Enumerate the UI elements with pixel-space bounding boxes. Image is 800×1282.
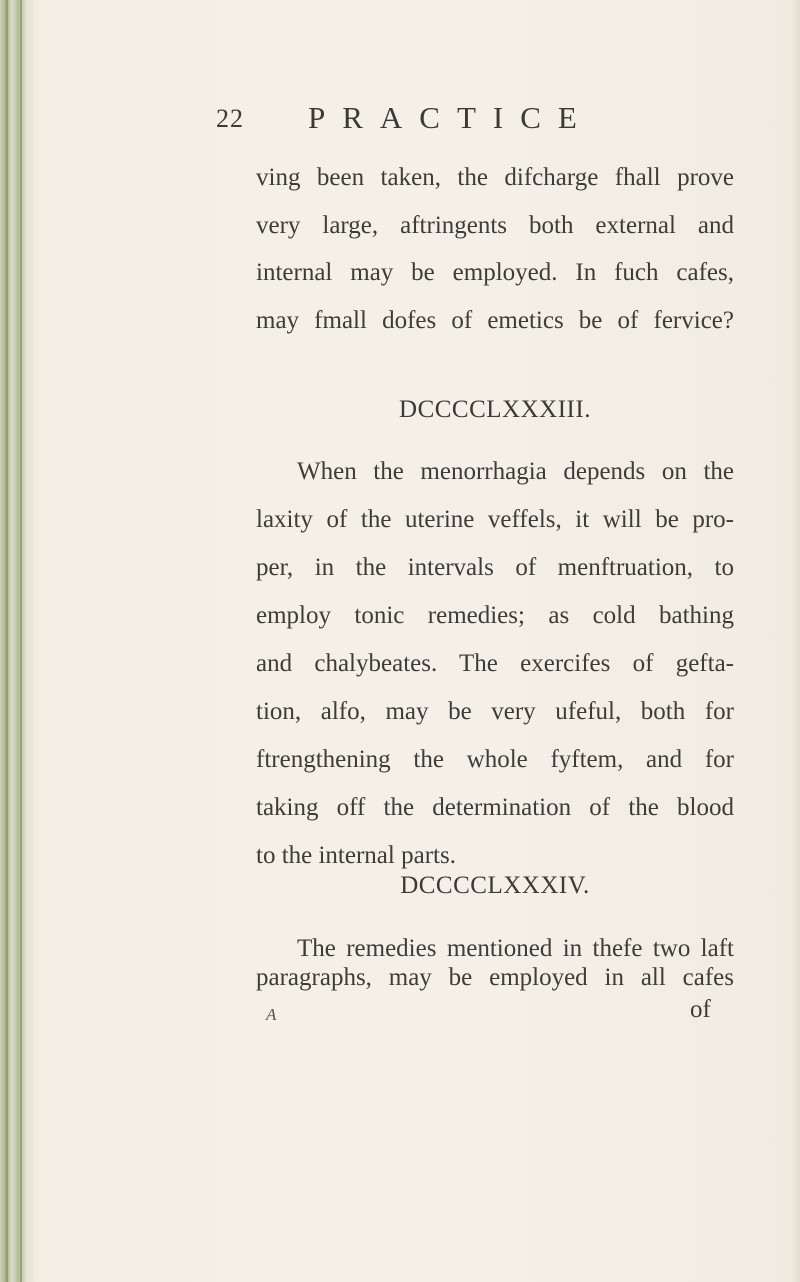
running-head: PRACTICE: [308, 100, 594, 135]
section-heading: DCCCCLXXXIV.: [400, 872, 590, 899]
text-line: internal may be employed. In fuch cafes,: [256, 259, 734, 286]
text-line: paragraphs, may be employed in all cafes: [256, 964, 734, 991]
text-line: to the internal parts.: [256, 842, 456, 869]
page-edge: [792, 0, 800, 1282]
text-line: laxity of the uterine veffels, it will be pro-: [256, 506, 734, 533]
text-line: per, in the intervals of menftruation, to: [256, 554, 734, 581]
text-line: tion, alfo, may be very ufeful, both for: [256, 698, 734, 725]
text-line: and chalybeates. The exercifes of gefta-: [256, 650, 734, 677]
page-number: 22: [216, 104, 244, 133]
text-line: very large, aftringents both external and: [256, 212, 734, 239]
text-line: When the menorrhagia depends on the: [297, 458, 734, 485]
catchword: of: [690, 996, 711, 1023]
section-heading: DCCCCLXXXIII.: [399, 396, 591, 423]
text-line: taking off the determination of the blood: [256, 794, 734, 821]
text-line: may fmall dofes of emetics be of fervice?: [256, 307, 734, 334]
text-line: ftrengthening the whole fyftem, and for: [256, 746, 734, 773]
spine-crease: [20, 0, 22, 1282]
signature-mark: A: [266, 1005, 277, 1024]
text-line: employ tonic remedies; as cold bathing: [256, 602, 734, 629]
spine-crease: [6, 0, 8, 1282]
page-header: [216, 100, 636, 144]
text-line: ving been taken, the difcharge fhall prove: [256, 164, 734, 191]
text-line: The remedies mentioned in thefe two laft: [297, 935, 734, 962]
